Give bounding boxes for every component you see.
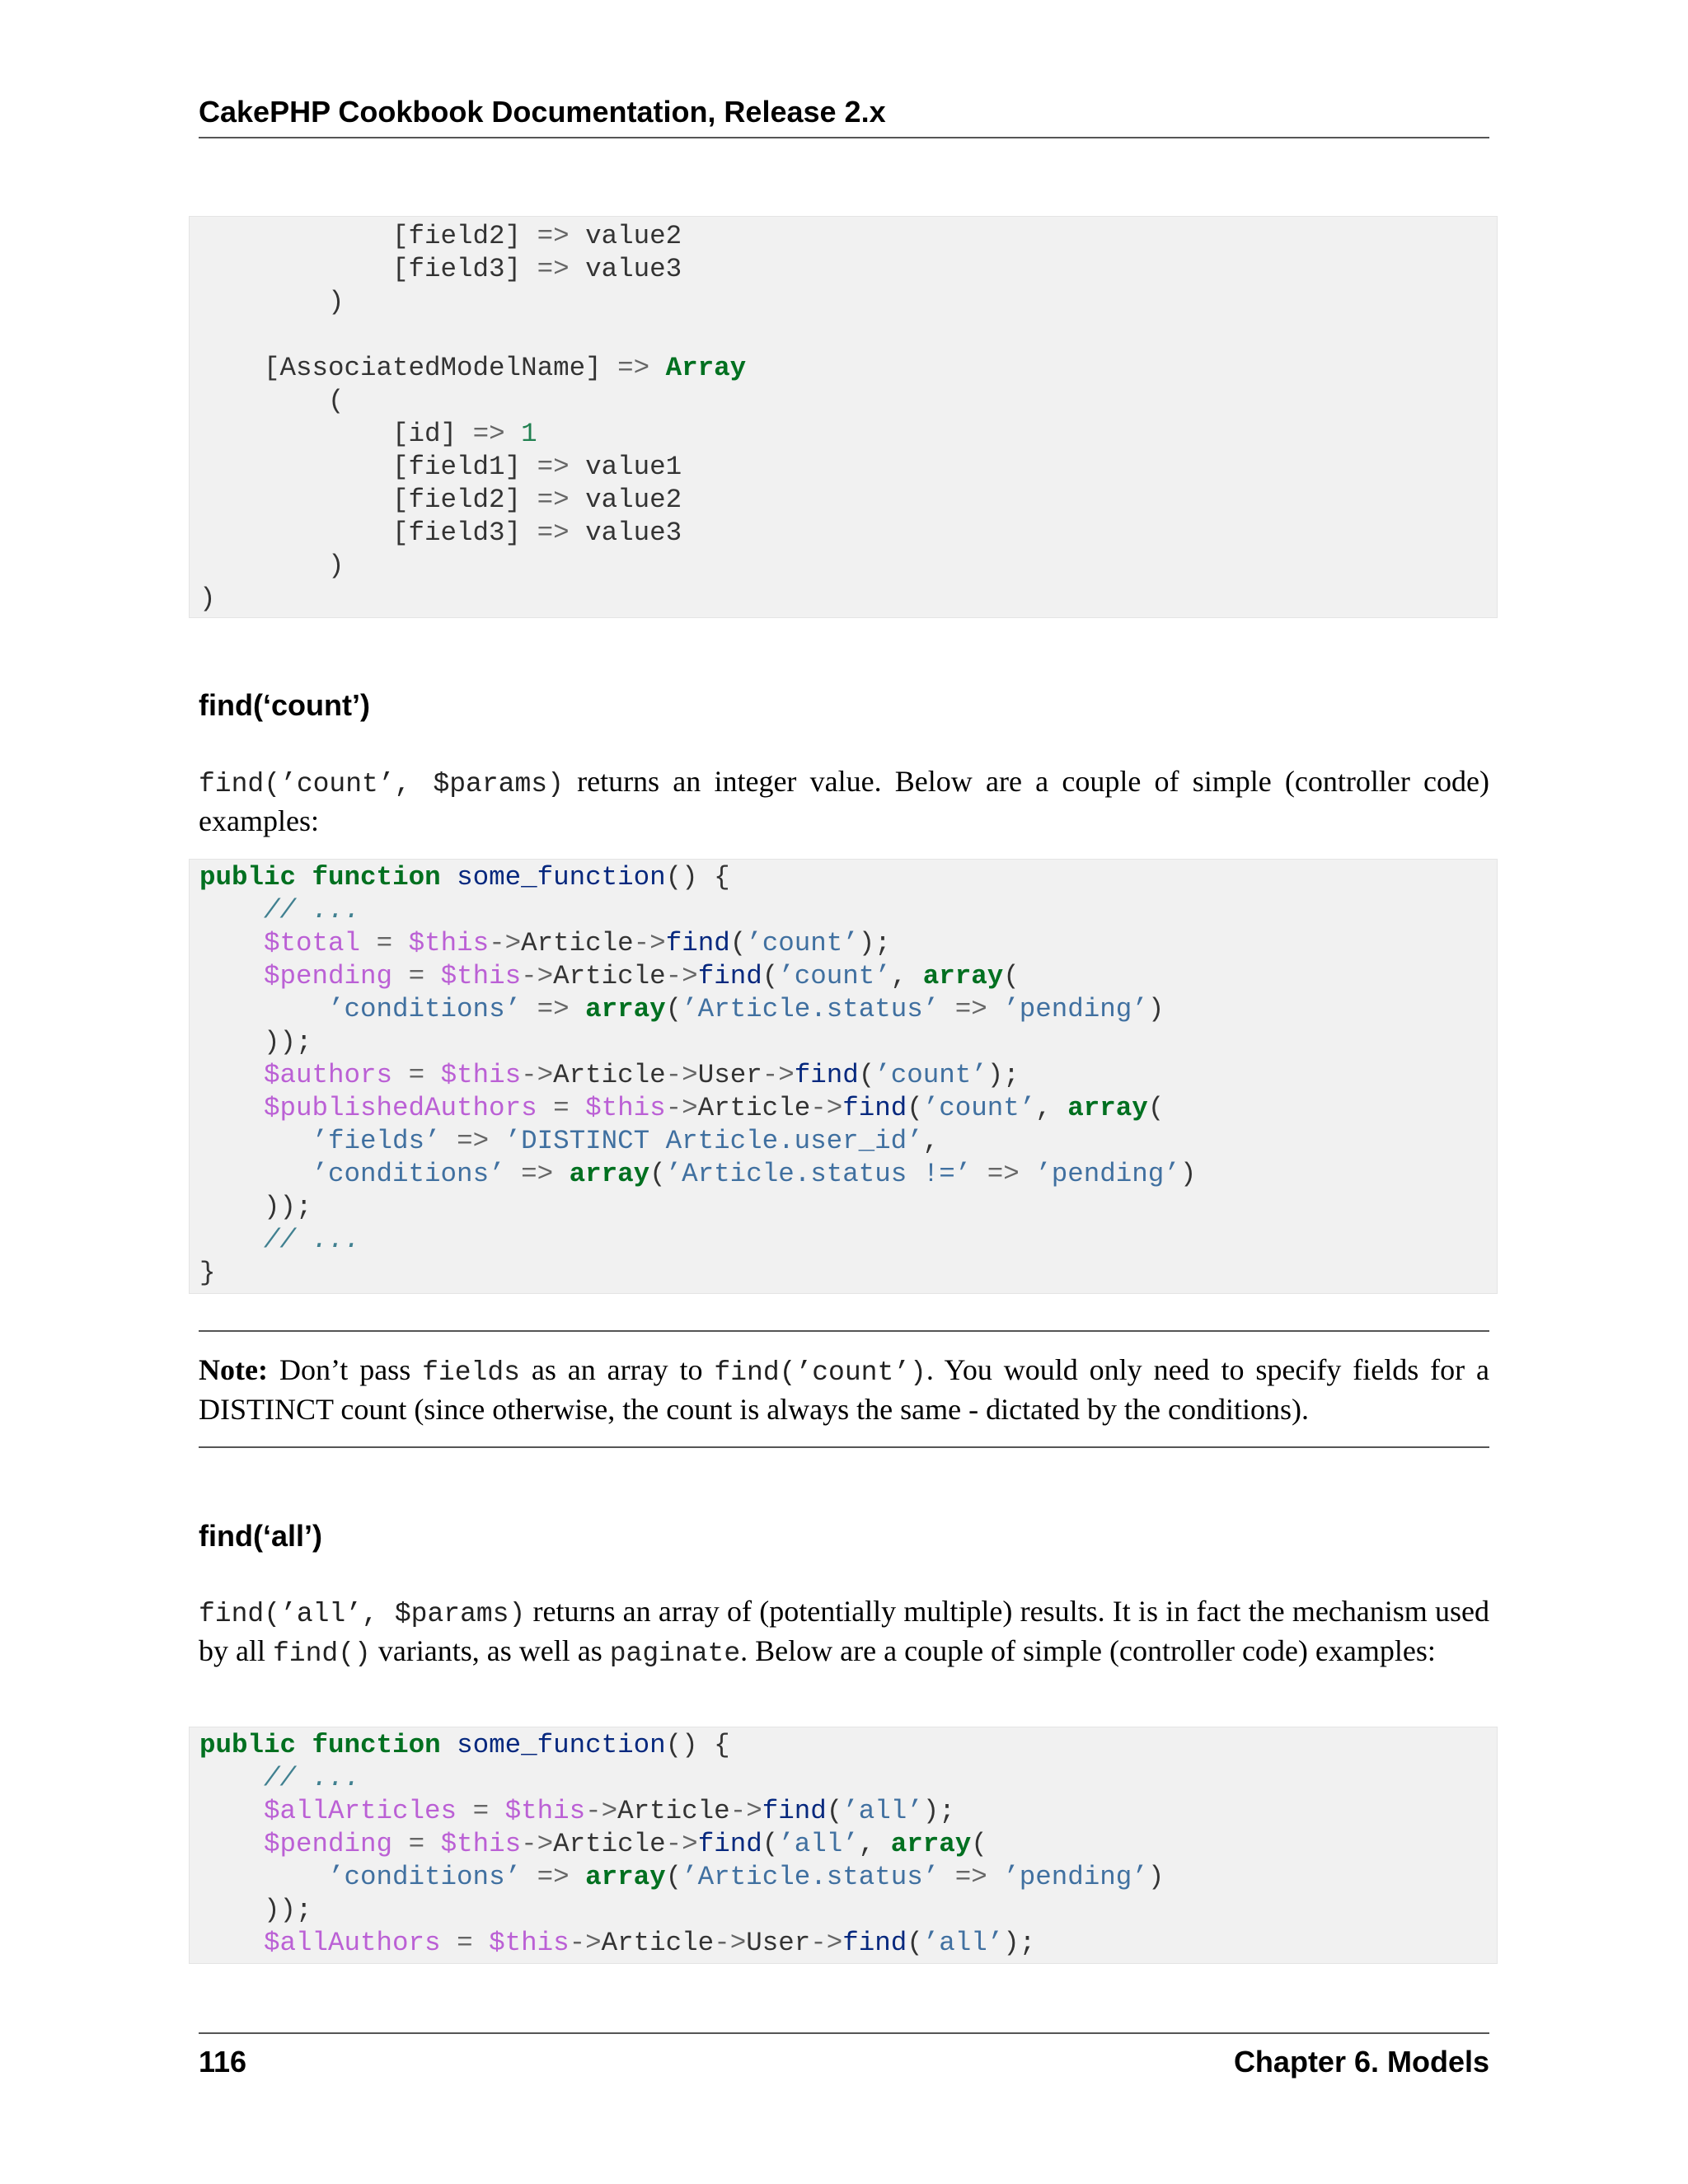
inline-code: find(’count’): [714, 1357, 926, 1388]
code-line: $allAuthors = $this->Article->User->find(’all’);: [264, 1928, 1036, 1958]
paragraph-text: returns an array of (potentially multiple) results. It is in fact the mechanism used by all: [199, 1595, 1489, 1667]
code-line: [field2] => value2: [199, 485, 682, 515]
page-footer: [199, 2032, 1489, 2082]
paragraph-text: . Below are a couple of simple (controller code) examples:: [740, 1634, 1436, 1667]
code-line: ): [199, 551, 345, 581]
code-line: $authors = $this->Article->User->find(’count’);: [264, 1060, 1020, 1090]
code-line: ): [199, 583, 216, 614]
running-header: CakePHP Cookbook Documentation, Release 2.x: [199, 92, 1489, 138]
inline-code: fields: [422, 1357, 520, 1388]
note-box: [199, 1330, 1489, 1448]
code-line: // ...: [264, 1763, 361, 1793]
code-line: ’conditions’ => array(’Article.status’ => ’pending’): [328, 1862, 1165, 1892]
code-line: ));: [199, 1027, 312, 1057]
code-line: $total = $this->Article->find(’count’);: [264, 928, 891, 958]
code-line: }: [199, 1258, 216, 1288]
chapter-title: Chapter 6. Models: [1233, 2045, 1489, 2079]
paragraph-find-count: [199, 763, 1489, 840]
code-line: ’fields’ => ’DISTINCT Article.user_id’,: [312, 1126, 940, 1156]
code-line: [AssociatedModelName] => Array: [199, 353, 747, 383]
code-line: ’conditions’ => array(’Article.status’ => ’pending’): [328, 994, 1165, 1024]
code-line: // ...: [264, 895, 361, 926]
code-line: $pending = $this->Article->find(’count’, array(: [264, 961, 1020, 991]
note-text: . You would only need to specify fields for a DISTINCT count (since otherwise, the count is always the same - dictated by the conditions).: [199, 1353, 1489, 1426]
code-line: [field3] => value3: [199, 254, 682, 284]
code-line: public function some_function() {: [199, 1730, 730, 1760]
heading-find-all: find(‘all’): [199, 1519, 322, 1553]
code-line: $allArticles = $this->Article->find(’all’);: [264, 1796, 955, 1826]
note-text: as an array to: [519, 1353, 715, 1386]
code-line: ));: [199, 1895, 312, 1925]
note-label: Note:: [199, 1353, 268, 1386]
inline-code: find(’all’, $params): [199, 1599, 526, 1629]
code-line: [id] => 1: [199, 419, 537, 449]
page-number: 116: [199, 2045, 247, 2079]
inline-code: find(’count’, $params): [199, 769, 564, 799]
paragraph-find-all: [199, 1593, 1489, 1672]
code-line: $pending = $this->Article->find(’all’, array(: [264, 1829, 987, 1859]
code-line: // ...: [264, 1225, 361, 1255]
code-line: [field1] => value1: [199, 452, 682, 482]
code-line: [field2] => value2: [199, 221, 682, 251]
inline-code: find(): [272, 1638, 371, 1669]
code-block-find-all: [189, 1727, 1498, 1964]
heading-find-count: find(‘count’): [199, 688, 370, 722]
paragraph-text: variants, as well as: [370, 1634, 610, 1667]
code-line: ): [199, 287, 345, 317]
code-line: $publishedAuthors = $this->Article->find(’count’, array(: [264, 1093, 1165, 1123]
code-line: [199, 319, 1487, 352]
code-line: public function some_function() {: [199, 862, 730, 893]
code-line: (: [199, 386, 345, 416]
note-text: Don’t pass: [279, 1353, 423, 1386]
inline-code: paginate: [609, 1638, 741, 1669]
paragraph-text: returns an integer value. Below are a couple of simple (controller code) examples:: [199, 765, 1489, 837]
code-line: [field3] => value3: [199, 518, 682, 548]
code-line: ));: [199, 1192, 312, 1222]
code-line: ’conditions’ => array(’Article.status !=’ => ’pending’): [312, 1159, 1197, 1189]
code-block-array-output: [189, 216, 1498, 618]
code-block-find-count: [189, 859, 1498, 1294]
